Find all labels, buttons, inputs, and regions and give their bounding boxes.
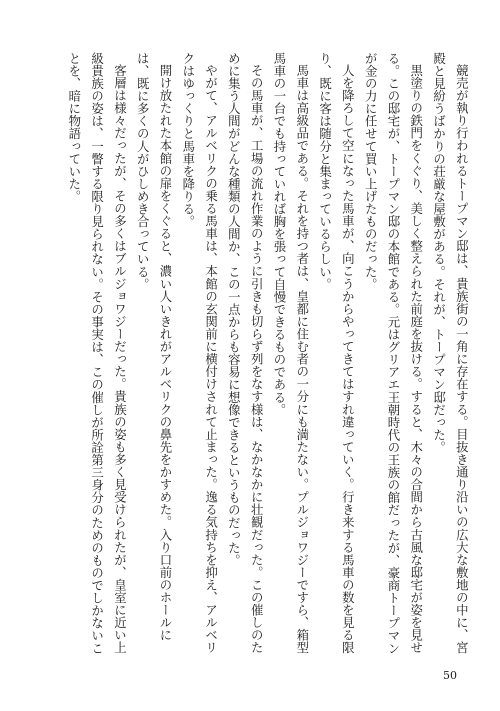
novel-body-text: [62, 52, 472, 657]
paragraph: 黒塗りの鉄門をくぐり、美しく整えられた前庭を抜ける。すると、木々の合間から古風な邸宅が姿を見せる。この邸宅が、トープマン邸の本館である。元はグリアエ王朝時代の王族の館だったが、豪商トープマンが金の力に任せて買い上げたものだった。: [363, 52, 424, 655]
paragraph: やがて、アルベリクの乗る馬車は、本館の玄関前に横付けされて止まった。逸る気持ちを抑え、アルベリクはゆっくりと馬車を降りる。: [180, 52, 219, 655]
paragraph: 人を降ろして空になった馬車が、向こうからやってきてはすれ違っていく。行き来する馬車の数を見る限り、既に客は随分と集まっているらしい。: [317, 52, 356, 655]
paragraph: その馬車が、工場の流れ作業のように引きも切らず列をなす様は、なかなかに壮観だった。この催しのために集う人間がどんな種類の人間か、この一点からも容易に想像できるというものだった。: [226, 52, 265, 655]
paragraph: 開け放たれた本館の扉をくぐると、濃い人いきれがアルベリクの鼻先をかすめた。入り口前のホールには、既に多くの人がひしめき合っている。: [135, 52, 173, 642]
paragraph: 競売が執り行われるトープマン邸は、貴族街の一角に存在する。目抜き通り沿いの広大な敷地の中に、宮殿と見紛うばかりの荘厳な屋敷がある。それが、トープマン邸だった。: [431, 52, 470, 655]
paragraph: 客層は様々だったが、その多くはブルジョワジーだった。貴族の姿も多く見受けられたが、皇室に近い上級貴族の姿は、一瞥する限り見られない。その事実は、この催しが所詮第三身分のためのものでしかないことを、暗に物語っていた。: [66, 52, 128, 655]
page-number: 50: [443, 669, 457, 682]
paragraph: 馬車は高級品である。それを持つ者は、皇都に住む者の一分にも満たない。プルジョワジーですら、箱型馬車の一台でも持っていれば胸を張って自慢できるものである。: [271, 52, 310, 655]
